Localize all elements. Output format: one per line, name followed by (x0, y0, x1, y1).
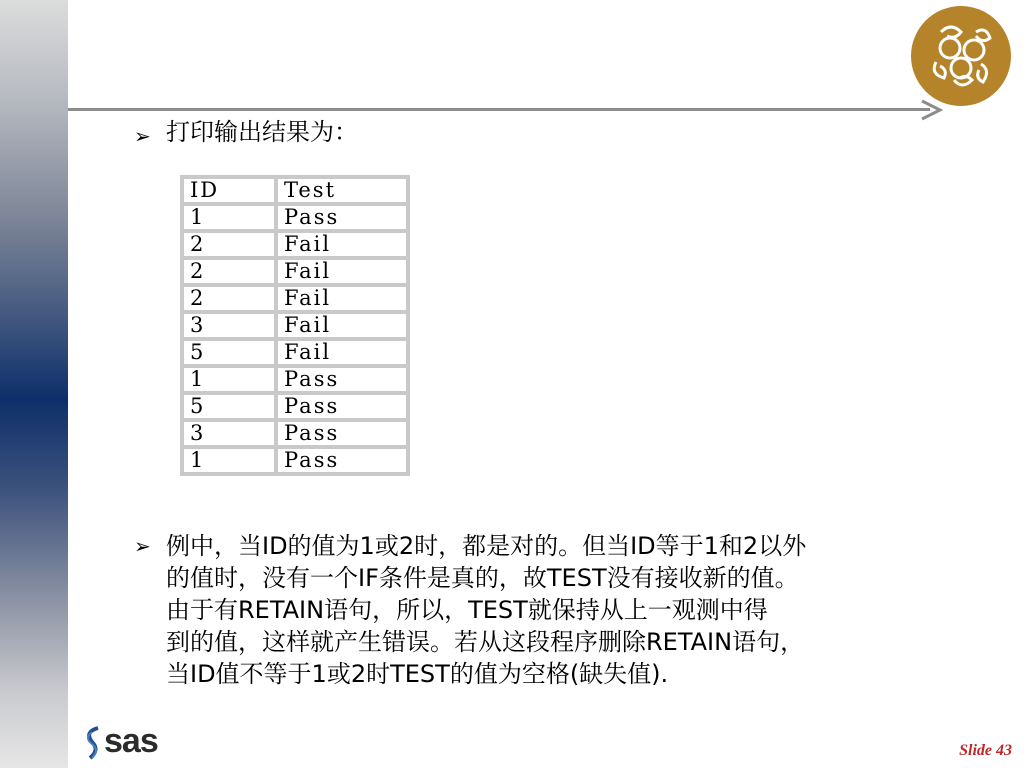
table-cell: 2 (182, 285, 276, 312)
paragraph-line: 例中，当ID的值为1或2时，都是对的。但当ID等于1和2以外 (166, 532, 807, 560)
table-cell: 3 (182, 420, 276, 447)
paragraph-line: 由于有RETAIN语句，所以，TEST就保持从上一观测中得 (166, 596, 768, 624)
table-cell: Fail (276, 258, 408, 285)
sas-logo-text: sas (104, 722, 158, 760)
table-cell: Pass (276, 420, 408, 447)
table-row (182, 393, 408, 420)
table-cell: 2 (182, 231, 276, 258)
table-row (182, 366, 408, 393)
table-cell: 1 (182, 366, 276, 393)
paragraph-line: 的值时，没有一个IF条件是真的，故TEST没有接收新的值。 (166, 564, 799, 592)
emblem-icon (906, 2, 1016, 110)
table-cell: Pass (276, 366, 408, 393)
explanation-paragraph (166, 530, 956, 690)
bullet-arrow-icon: ➢ (134, 534, 151, 558)
bullet-intro-text: 打印输出结果为： (166, 118, 358, 146)
table-cell: 3 (182, 312, 276, 339)
table-cell: Fail (276, 312, 408, 339)
table-row (182, 231, 408, 258)
slide-number: Slide 43 (959, 742, 1012, 759)
bullet-arrow-icon: ➢ (134, 124, 151, 148)
left-gradient-bar (0, 0, 68, 768)
table-cell: Fail (276, 231, 408, 258)
table-cell: Fail (276, 339, 408, 366)
table-cell: Fail (276, 285, 408, 312)
table-header-cell: ID (182, 177, 276, 204)
table-row (182, 204, 408, 231)
table-row (182, 420, 408, 447)
table-cell: 1 (182, 204, 276, 231)
paragraph-line: 当ID值不等于1或2时TEST的值为空格(缺失值). (166, 660, 669, 688)
table-header-row (182, 177, 408, 204)
header-rule (68, 108, 930, 111)
table-row (182, 312, 408, 339)
table-row (182, 258, 408, 285)
table-row (182, 285, 408, 312)
table-cell: Pass (276, 447, 408, 474)
table-header-cell: Test (276, 177, 408, 204)
table-cell: 5 (182, 393, 276, 420)
table-cell: Pass (276, 204, 408, 231)
result-table (180, 175, 410, 476)
table-cell: 5 (182, 339, 276, 366)
table-cell: 1 (182, 447, 276, 474)
paragraph-line: 到的值，这样就产生错误。若从这段程序删除RETAIN语句， (166, 628, 805, 656)
table-row (182, 447, 408, 474)
table-row (182, 339, 408, 366)
table-cell: Pass (276, 393, 408, 420)
table-cell: 2 (182, 258, 276, 285)
